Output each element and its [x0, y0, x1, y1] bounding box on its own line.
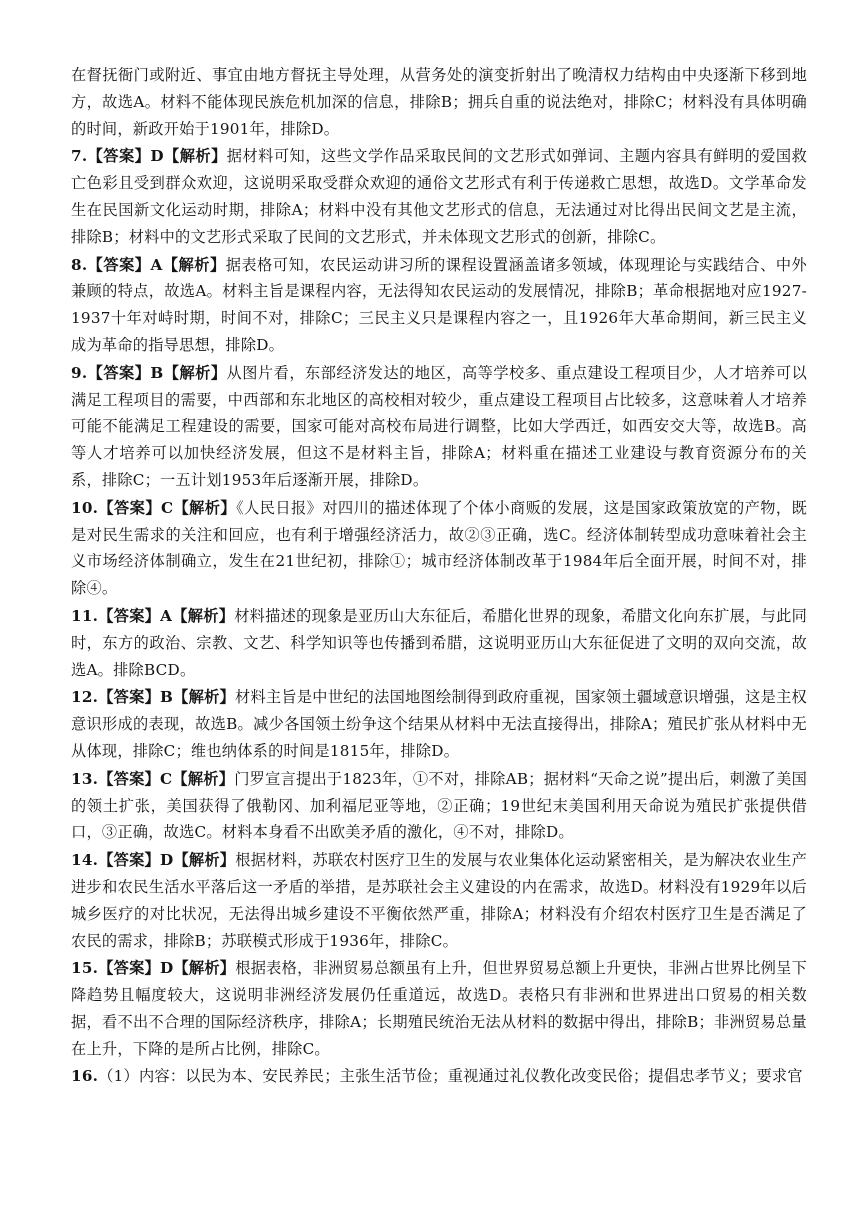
- analysis-text: 内容：以民为本、安民养民；主张生活节俭；重视通过礼仪教化改变民俗；提倡忠孝节义；要求官: [138, 1067, 803, 1086]
- question-number: 12.: [71, 688, 99, 707]
- answer-page: [71, 62, 807, 1090]
- question-number: 13.: [71, 769, 99, 788]
- question-number: 8.: [71, 255, 88, 274]
- answer-item-7: [71, 143, 807, 250]
- answer-tag: 【答案】D【解析】: [87, 147, 227, 166]
- answer-item-13: [71, 766, 807, 846]
- sub-question-label: （1）: [98, 1067, 139, 1086]
- paragraph-text: 在督抚衙门或附近、事宜由地方督抚主导处理，从营务处的演变折射出了晚清权力结构由中央逐渐下移到地方，故选A。材料不能体现民族危机加深的信息，排除B；拥兵自重的说法绝对，排除C；材料没有具体明确的时间，新政开始于1901年，排除D。: [71, 66, 807, 138]
- answer-tag: 【答案】D【解析】: [98, 851, 236, 870]
- answer-tag: 【答案】A【解析】: [98, 606, 235, 625]
- paragraph-continuation: [71, 62, 807, 142]
- question-number: 7.: [71, 147, 88, 166]
- answer-item-9: [71, 360, 807, 494]
- analysis-text: 门罗宣言提出于1823年，①不对，排除AB；据材料“天命之说”提出后，刺激了美国的领土扩张，美国获得了俄勒冈、加利福尼亚等地，②正确；19世纪末美国利用天命说为殖民扩张提供借口，③正确，故选C。材料本身看不出欧美矛盾的激化，④不对，排除D。: [71, 769, 808, 842]
- analysis-text: 据表格可知，农民运动讲习所的课程设置涵盖诸多领域，体现理论与实践结合、中外兼顾的特点，故选A。材料主旨是课程内容，无法得知农民运动的发展情况，排除B；革命根据地对应1927-1937十年对峙时期，时间不对，排除C；三民主义只是课程内容之一，且1926年大革命期间，新三民主义成为革命的指导思想，排除D。: [71, 255, 807, 354]
- question-number: 16.: [71, 1067, 99, 1086]
- answer-tag: 【答案】A【解析】: [87, 255, 226, 274]
- answer-tag: 【答案】B【解析】: [98, 688, 235, 707]
- answer-tag: 【答案】C【解析】: [98, 498, 237, 517]
- analysis-text: 从图片看，东部经济发达的地区，高等学校多、重点建设工程项目少，人才培养可以满足工程项目的需要，中西部和东北地区的高校相对较少，重点建设工程项目占比较多，这意味着人才培养可能不能满足工程建设的需要，国家可能对高校布局进行调整，比如大学西迁，如西安交大等，故选B。高等人才培养可以加快经济发展，但这不是材料主旨，排除A；材料重在描述工业建设与教育资源分布的关系，排除C；一五计划1953年后逐渐开展，排除D。: [71, 363, 807, 489]
- answer-tag: 【答案】D【解析】: [98, 959, 236, 978]
- answer-item-10: [71, 495, 807, 602]
- answer-tag: 【答案】C【解析】: [98, 769, 235, 788]
- answer-item-8: [71, 252, 807, 359]
- analysis-text: 据材料可知，这些文学作品采取民间的文艺形式如弹词、主题内容具有鲜明的爱国救亡色彩且受到群众欢迎，这说明采取受群众欢迎的通俗文艺形式有利于传递救亡思想，故选D。文学革命发生在民国新文化运动时期，排除A；材料中没有其他文艺形式的信息，无法通过对比得出民间文艺是主流，排除B；材料中的文艺形式采取了民间的文艺形式，并未体现文艺形式的创新，排除C。: [71, 147, 808, 246]
- answer-tag: 【答案】B【解析】: [87, 363, 227, 382]
- answer-item-12: [71, 684, 807, 764]
- analysis-text: 《人民日报》对四川的描述体现了个体小商贩的发展，这是国家政策放宽的产物，既是对民生需求的关注和回应，也有利于增强经济活力，故②③正确，选C。经济体制转型成功意味着社会主义市场经济体制确立，发生在21世纪初，排除①；城市经济体制改革于1984年后全面开展，时间不对，排除④。: [71, 498, 808, 598]
- analysis-text: 材料描述的现象是亚历山大东征后，希腊化世界的现象，希腊文化向东扩展，与此同时，东方的政治、宗教、文艺、科学知识等也传播到希腊，这说明亚历山大东征促进了文明的双向交流，故选A。排除BCD。: [71, 606, 808, 679]
- question-number: 9.: [71, 363, 88, 382]
- question-number: 14.: [71, 851, 99, 870]
- answer-item-16: [71, 1063, 807, 1090]
- analysis-text: 根据表格，非洲贸易总额虽有上升，但世界贸易总额上升更快，非洲占世界比例呈下降趋势且幅度较大，这说明非洲经济发展仍任重道远，故选D。表格只有非洲和世界进出口贸易的相关数据，看不出不合理的国际经济秩序，排除A；长期殖民统治无法从材料的数据中得出，排除B；非洲贸易总量在上升，下降的是所占比例，排除C。: [71, 959, 808, 1058]
- answer-item-14: [71, 847, 807, 954]
- analysis-text: 材料主旨是中世纪的法国地图绘制得到政府重视，国家领土疆域意识增强，这是主权意识形成的表现，故选B。减少各国领土纷争这个结果从材料中无法直接得出，排除A；殖民扩张从材料中无从体现，排除C；维也纳体系的时间是1815年，排除D。: [71, 688, 807, 760]
- question-number: 15.: [71, 959, 99, 978]
- question-number: 11.: [71, 606, 99, 625]
- question-number: 10.: [71, 498, 99, 517]
- answer-item-11: [71, 603, 807, 683]
- analysis-text: 根据材料，苏联农村医疗卫生的发展与农业集体化运动紧密相关，是为解决农业生产进步和农民生活水平落后这一矛盾的举措，是苏联社会主义建设的内在需求，故选D。材料没有1929年以后城乡医疗的对比状况，无法得出城乡建设不平衡依然严重，排除A；材料没有介绍农村医疗卫生是否满足了农民的需求，排除B；苏联模式形成于1936年，排除C。: [71, 851, 808, 950]
- answer-item-15: [71, 955, 807, 1062]
